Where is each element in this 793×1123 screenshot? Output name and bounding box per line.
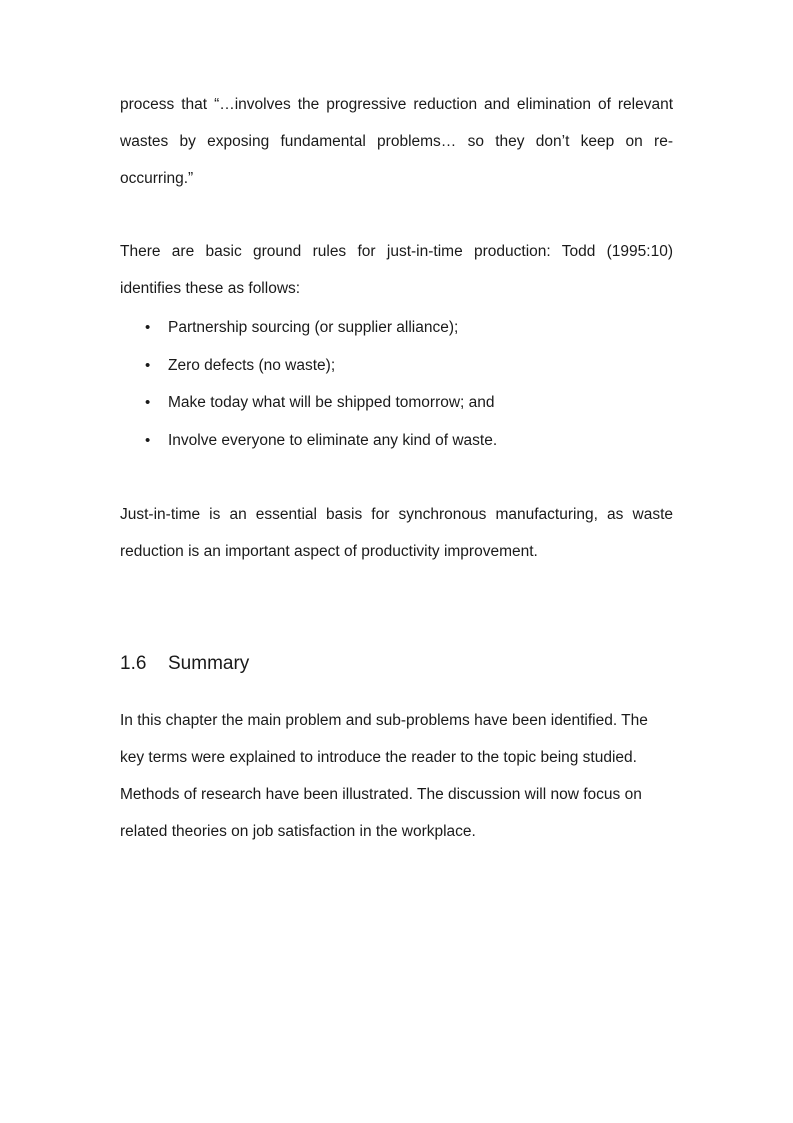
summary-line: In this chapter the main problem and sub-problems have been identified. The [120,712,648,729]
section-number: 1.6 [120,653,147,674]
list-item [120,347,673,385]
paragraph-ground-rules-intro: There are basic ground rules for just-in-time production: Todd (1995:10) identifies these as follows: [120,243,673,297]
summary-line: related theories on job satisfaction in the workplace. [120,823,476,840]
paragraph-jit-definition: process that “…involves the progressive reduction and elimination of relevant wastes by exposing fundamental problems… so they don’t keep on re-occurring.” [120,96,673,187]
bullet-icon: • [145,394,151,411]
list-item-text: Partnership sourcing (or supplier alliance); [168,319,459,336]
list-item-text: Make today what will be shipped tomorrow; and [168,394,495,411]
paragraph-jit-basis: Just-in-time is an essential basis for synchronous manufacturing, as waste reduction is an important aspect of productivity improvement. [120,506,673,560]
summary-line: Methods of research have been illustrated. The discussion will now focus on [120,786,642,803]
summary-line: key terms were explained to introduce the reader to the topic being studied. [120,749,637,766]
bullet-icon: • [145,431,151,449]
paragraph-summary [120,702,673,850]
section-title: Summary [168,653,250,674]
bullet-icon: • [145,356,151,374]
list-item-text: Zero defects (no waste); [168,356,336,374]
list-item [120,309,673,347]
list-item-text: Involve everyone to eliminate any kind of waste. [168,431,498,449]
ground-rules-list [120,309,673,459]
bullet-icon: • [145,319,151,336]
list-item [120,422,673,460]
section-heading [120,649,249,679]
list-item [120,384,673,422]
